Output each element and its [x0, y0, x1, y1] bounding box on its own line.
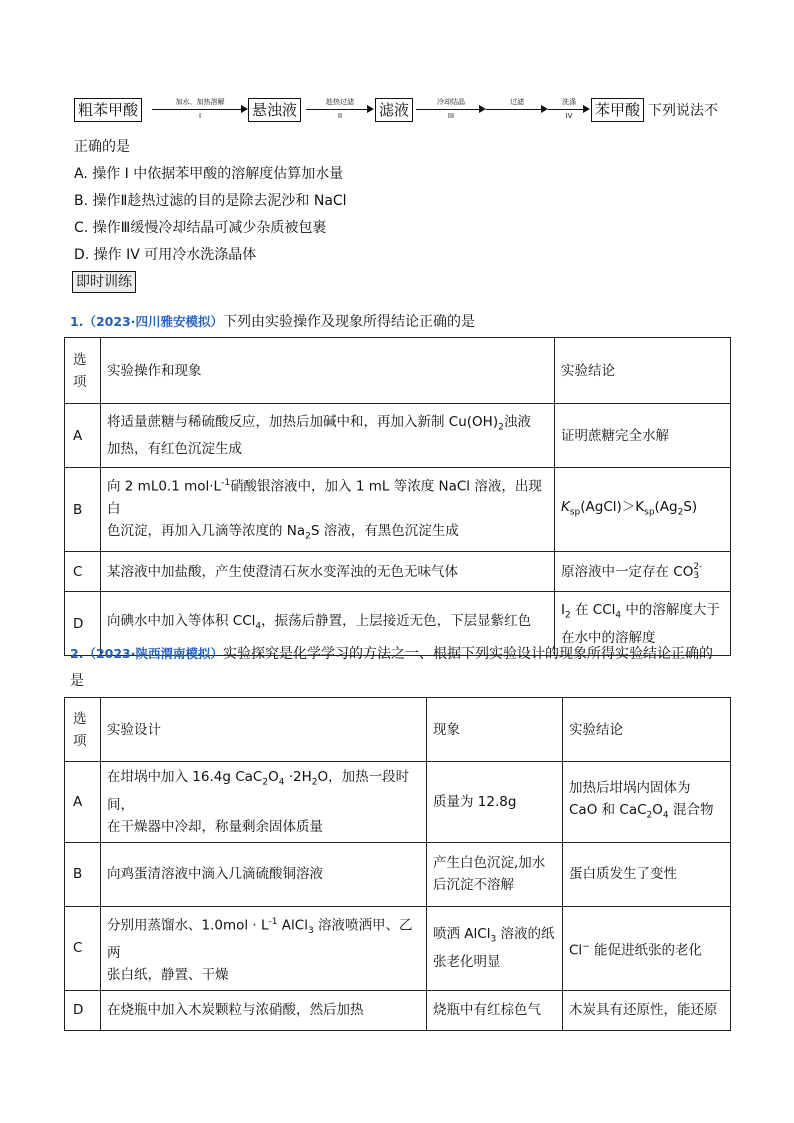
header-operation: 实验操作和现象 [101, 338, 555, 404]
table-row: D 向碘水中加入等体积 CCl$_4$，振荡后静置，上层接近无色，下层显紫红色 $I_2$ 在 CCl$_4$ 中的溶解度大于 在水中的溶解度 [65, 592, 731, 656]
table-row: B 向鸡蛋清溶液中滴入几滴硫酸铜溶液 产生白色沉淀,加水 后沉淀不溶解 蛋白质发生了变性 [65, 842, 731, 906]
table-row: C 某溶液中加盐酸，产生使澄清石灰水变浑浊的无色无味气体 原溶液中一定存在 CO2- 3 [65, 552, 731, 592]
flow-node-benzoic-acid: 苯甲酸 [591, 98, 644, 122]
flow-node-crude: 粗苯甲酸 [74, 98, 142, 122]
header-option: 选项 [65, 338, 101, 404]
choice-d: D. 操作 IV 可用冷水洗涤晶体 [74, 247, 257, 263]
process-flow-chart [74, 98, 724, 126]
table-row: B 向 2 mL0.1 $mol\cdot L^{-1}$硝酸银溶液中，加入 1 mL 等浓度 NaCl 溶液，出现白 色沉淀，再加入几滴等浓度的 $Na_2S$ 溶液，有黑色沉淀生成 $K_{sp}(AgCl)>K_{sp}(Ag_2S)$ [65, 468, 731, 552]
table-header-row [65, 338, 731, 404]
question-1-stem: 1.（2023·四川雅安模拟）下列由实验操作及现象所得结论正确的是 [70, 314, 475, 330]
question-stem-part1: 下列说法不 [648, 103, 718, 119]
table-row: A 在坩埚中加入 16.4g $CaC_2O_4 \cdot 2H_2O$，加热一段时间， 在干燥器中冷却，称量剩余固体质量 质量为 12.8g 加热后坩埚内固体为 CaO 和 $CaC_2O_4$ 混合物 [65, 762, 731, 843]
choice-a: A. 操作 I 中依据苯甲酸的溶解度估算加水量 [74, 166, 344, 182]
choice-b: B. 操作Ⅱ趁热过滤的目的是除去泥沙和 NaCl [74, 193, 347, 209]
flow-node-suspension: 悬浊液 [248, 98, 301, 122]
flow-step-4: 过滤 [486, 98, 548, 124]
flow-step-5: 洗涤 IV [548, 98, 590, 124]
table-row: A 将适量蔗糖与稀硫酸反应，加热后加碱中和，再加入新制 $Cu(OH)_2$浊液 加热，有红色沉淀生成 证明蔗糖完全水解 [65, 404, 731, 468]
question-2-stem-cont: 是 [70, 673, 84, 689]
question-stem-part2: 正确的是 [74, 139, 130, 155]
flow-node-filtrate: 滤液 [375, 98, 413, 122]
flow-step-1: 加水、加热溶解 I [152, 98, 248, 124]
question-1-table [64, 337, 731, 656]
question-2-table [64, 697, 731, 1031]
section-tag: 即时训练 [72, 271, 136, 293]
table-header-row: 选项 实验设计 现象 实验结论 [65, 698, 731, 762]
table-row: D 在烧瓶中加入木炭颗粒与浓硝酸，然后加热 烧瓶中有红棕色气 木炭具有还原性，能还原 [65, 990, 731, 1030]
header-conclusion: 实验结论 [555, 338, 731, 404]
question-2-stem: 2.（2023·陕西渭南模拟）实验探究是化学学习的方法之一、根据下列实验设计的现象所得实验结论正确的 [70, 646, 713, 662]
choice-c: C. 操作Ⅲ缓慢冷却结晶可减少杂质被包裹 [74, 220, 327, 236]
table-row: C 分别用蒸馏水、$1.0mol \cdot L^{-1}$ AlCl$_3$ 溶液喷洒甲、乙两 张白纸，静置、干燥 喷洒 AlCl$_3$ 溶液的纸 张老化明显 Cl− 能促进纸张的老化 [65, 906, 731, 990]
flow-step-2: 趁热过滤 II [306, 98, 374, 124]
flow-step-3: 冷却结晶 III [416, 98, 486, 124]
